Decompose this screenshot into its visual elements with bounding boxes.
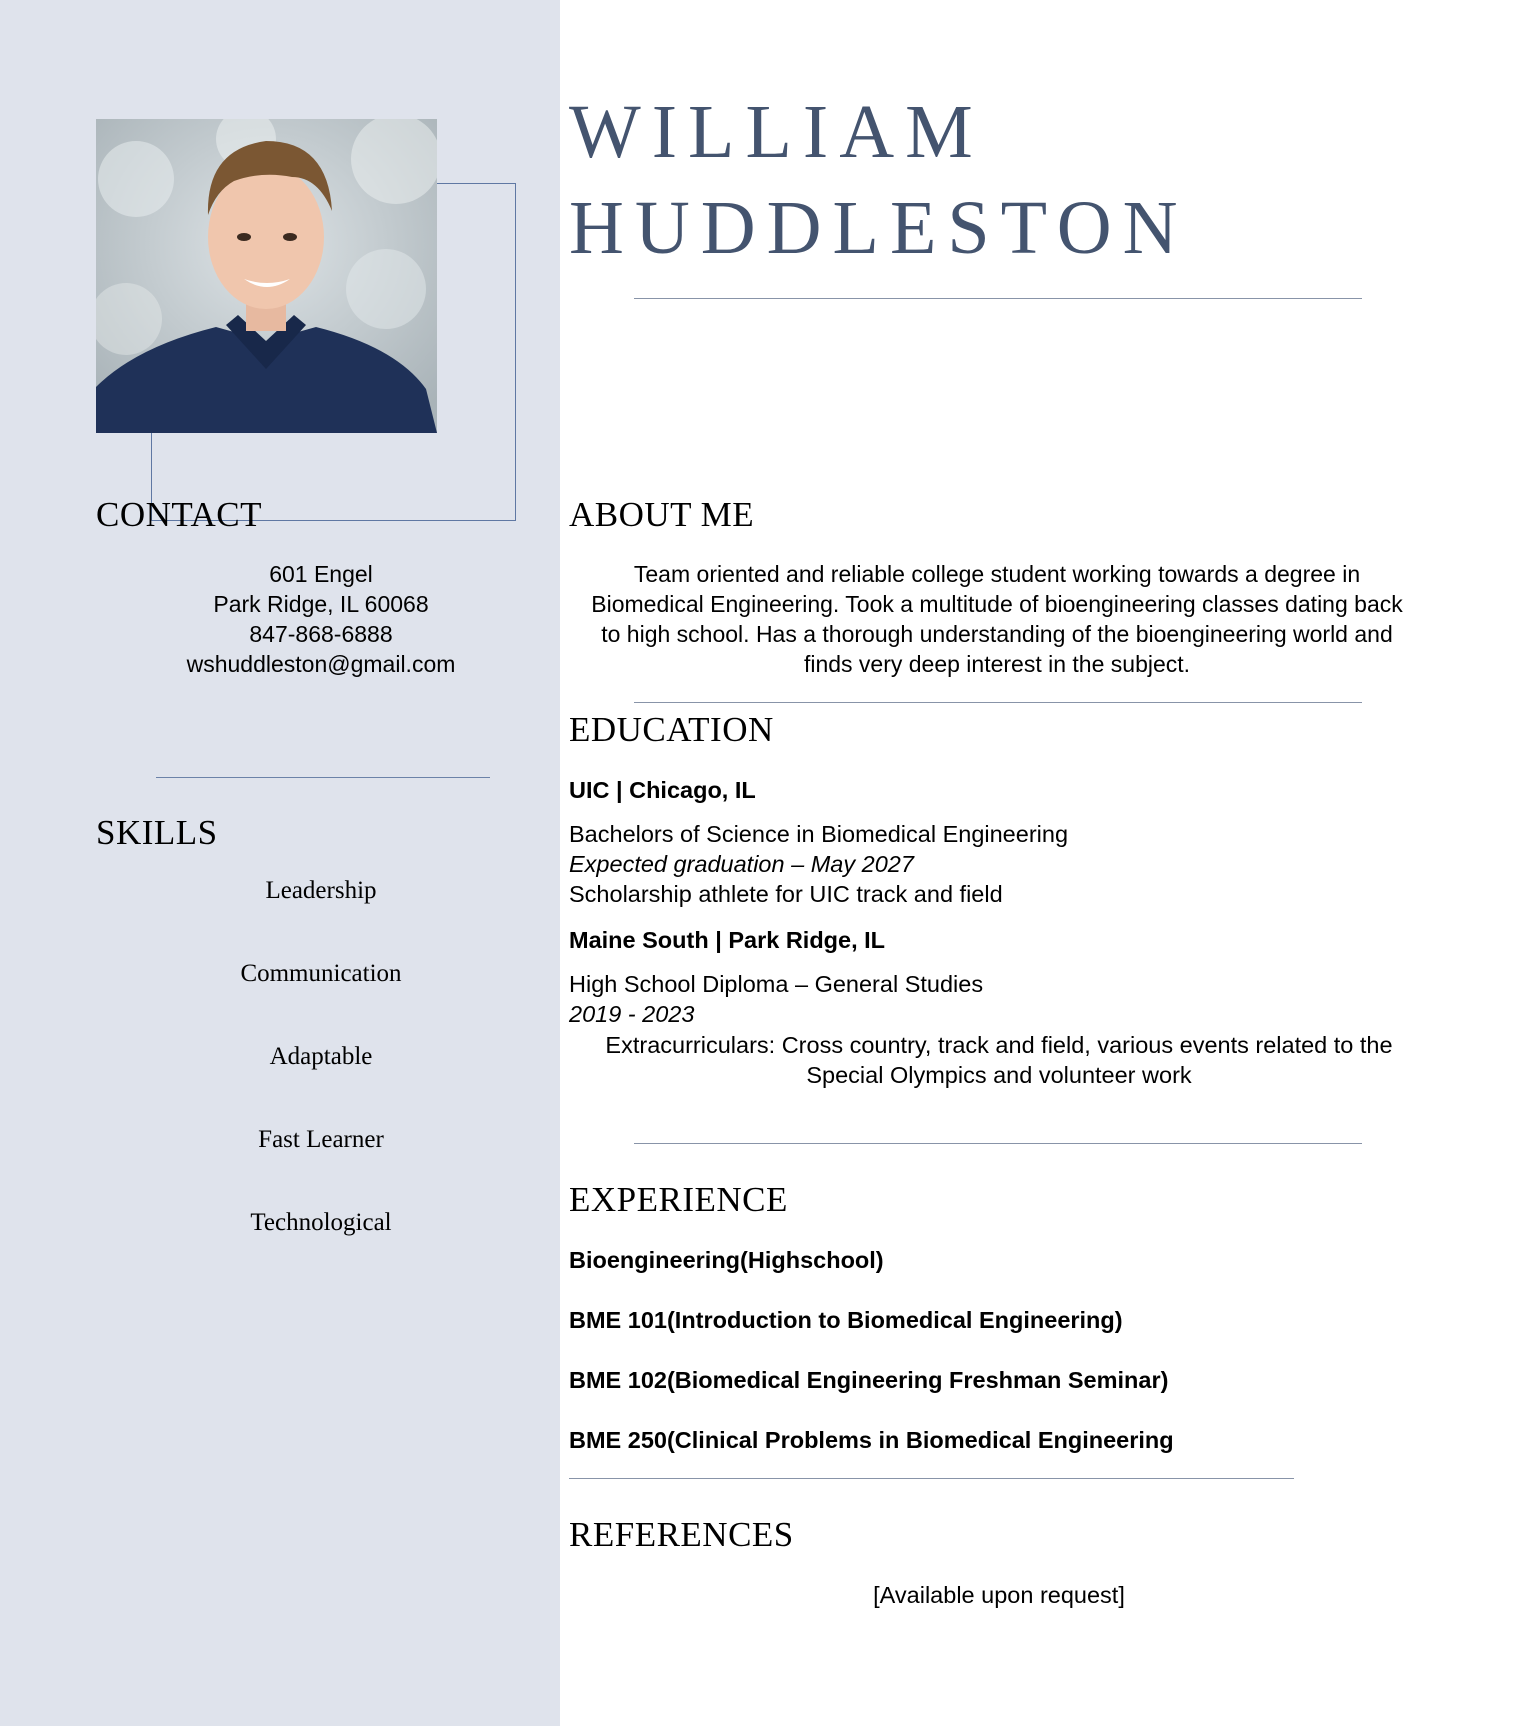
about-heading: ABOUT ME (569, 495, 755, 534)
sidebar-divider (156, 777, 490, 778)
full-name (569, 84, 1188, 276)
about-divider (634, 702, 1362, 703)
references-heading: REFERENCES (569, 1515, 794, 1554)
skill-item: Fast Learner (258, 1126, 384, 1153)
education-divider (634, 1143, 1362, 1144)
experience-heading: EXPERIENCE (569, 1180, 788, 1219)
skill-item: Communication (240, 960, 402, 987)
degree: Bachelors of Science in Biomedical Engineering (569, 821, 1069, 847)
education-entry (569, 925, 983, 1029)
about-text: Team oriented and reliable college student working towards a degree in Biomedical Engineering. Took a multitude of bioengineering classes dating back to high school. Has a thorough understanding of the bioengineering world and finds very deep interest in the subject. (591, 561, 1403, 677)
experience-list (569, 1245, 1174, 1485)
degree: High School Diploma – General Studies (569, 971, 984, 997)
first-name: WILLIAM (569, 90, 984, 174)
email-address[interactable]: wshuddleston@gmail.com (186, 651, 456, 677)
skill-item: Adaptable (269, 1043, 373, 1070)
education-dates: 2019 - 2023 (569, 1001, 695, 1027)
skills-list (96, 872, 546, 1287)
education-entry (569, 775, 1068, 909)
education-dates: Expected graduation – May 2027 (569, 851, 914, 877)
experience-item: BME 102(Biomedical Engineering Freshman Seminar) (569, 1367, 1169, 1393)
contact-heading: CONTACT (96, 495, 262, 534)
phone-number: 847-868-6888 (249, 621, 393, 647)
education-note: Scholarship athlete for UIC track and field (569, 881, 1003, 907)
school-name: Maine South | Park Ridge, IL (569, 927, 886, 953)
education-heading: EDUCATION (569, 710, 774, 749)
header-divider (634, 298, 1362, 299)
profile-photo (96, 119, 437, 433)
skills-heading: SKILLS (96, 813, 218, 852)
address-line-2: Park Ridge, IL 60068 (213, 591, 429, 617)
extracurriculars-note: Extracurriculars: Cross country, track and field, various events related to the Special Olympics and volunteer work (605, 1032, 1393, 1088)
address-line-1: 601 Engel (269, 561, 373, 587)
experience-divider (569, 1478, 1294, 1479)
references-text: [Available upon request] (873, 1582, 1125, 1608)
last-name: HUDDLESTON (569, 186, 1189, 270)
experience-item: Bioengineering(Highschool) (569, 1247, 884, 1273)
skill-item: Leadership (265, 877, 377, 904)
skill-item: Technological (250, 1209, 392, 1236)
school-name: UIC | Chicago, IL (569, 777, 756, 803)
experience-item: BME 101(Introduction to Biomedical Engineering) (569, 1307, 1123, 1333)
contact-info (96, 559, 546, 679)
experience-item: BME 250(Clinical Problems in Biomedical Engineering (569, 1427, 1174, 1453)
